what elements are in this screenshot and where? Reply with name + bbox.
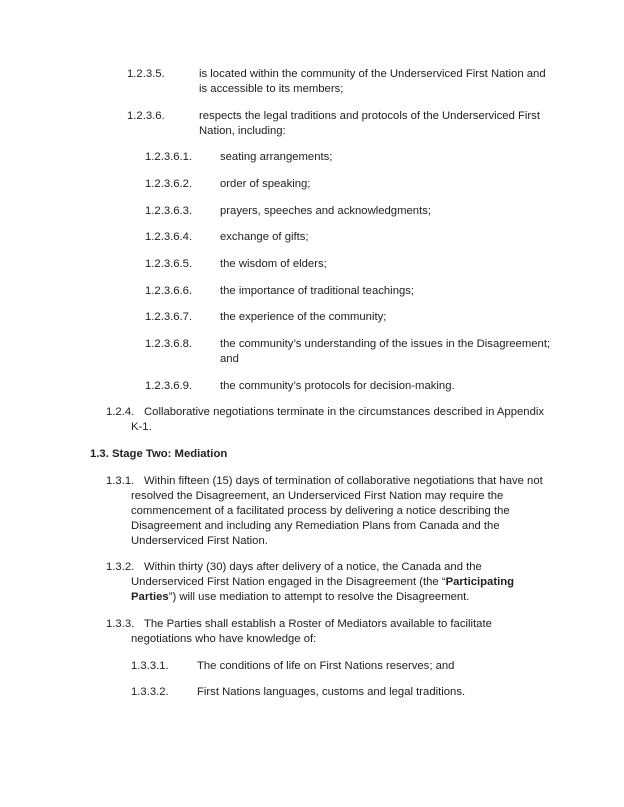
clause-line: Within fifteen (15) days of termination of collaborative negotiations that have not — [144, 474, 543, 487]
clause-line: Within thirty (30) days after delivery of a notice, the Canada and the — [144, 561, 482, 574]
clause-line: respects the legal traditions and protocols of the Underserviced First — [199, 109, 540, 122]
clause-text — [197, 685, 624, 700]
clause-text — [131, 474, 624, 549]
section-heading-stage-two-mediation — [0, 447, 624, 462]
clause-line: Collaborative negotiations terminate in the circumstances described in Appendix — [144, 406, 545, 419]
clause-number: 1.3.3.2. — [131, 686, 169, 699]
clause-line: order of speaking; — [220, 178, 311, 191]
clause-line: The Parties shall establish a Roster of Mediators available to facilitate — [144, 618, 492, 631]
clause-text — [220, 310, 624, 325]
clause-line: the importance of traditional teachings; — [220, 284, 415, 297]
clause-text — [131, 405, 624, 435]
clause-line: The conditions of life on First Nations reserves; and — [197, 659, 455, 672]
clause-1-2-3-6 — [0, 109, 624, 139]
clause-line: is located within the community of the Underserviced First Nation and — [199, 68, 546, 80]
clause-1-2-3-6-7 — [0, 310, 624, 325]
defined-term-parties: Parties — [131, 591, 169, 604]
clause-number: 1.2.3.6.5. — [145, 257, 193, 270]
clause-1-2-3-6-8 — [0, 337, 624, 367]
clause-line — [131, 575, 624, 590]
clause-line: Underserviced First Nation. — [131, 534, 268, 547]
document-content — [0, 67, 624, 712]
defined-term-participating: Participating — [445, 576, 515, 589]
clause-text — [220, 379, 624, 394]
clause-line: prayers, speeches and acknowledgments; — [220, 204, 431, 217]
section-heading-text: 1.3. Stage Two: Mediation — [90, 447, 228, 460]
clause-text — [220, 150, 624, 165]
clause-number: 1.2.3.6.9. — [145, 379, 193, 392]
clause-text — [199, 109, 624, 139]
clause-number: 1.2.3.6.3. — [145, 204, 193, 217]
clause-text — [220, 204, 624, 219]
clause-1-2-4 — [0, 405, 624, 435]
clause-number: 1.3.3.1. — [131, 659, 169, 672]
clause-1-2-3-6-2 — [0, 177, 624, 192]
clause-line: is accessible to its members; — [199, 83, 344, 96]
clause-line: the experience of the community; — [220, 311, 387, 324]
clause-number: 1.3.2. — [106, 561, 135, 574]
clause-1-3-3-1 — [0, 659, 624, 674]
clause-1-2-3-6-4 — [0, 230, 624, 245]
clause-number: 1.2.3.6.7. — [145, 311, 193, 324]
clause-number: 1.2.3.5. — [127, 68, 165, 80]
clause-number: 1.2.3.6.1. — [145, 151, 193, 164]
clause-text — [131, 617, 624, 647]
clause-1-2-3-5 — [0, 67, 624, 97]
clause-number: 1.3.1. — [106, 474, 135, 487]
clause-1-2-3-6-6 — [0, 284, 624, 299]
clause-number: 1.2.4. — [106, 406, 135, 419]
clause-line: the community’s understanding of the issues in the Disagreement; — [220, 337, 551, 350]
clause-line: Disagreement and including any Remediation Plans from Canada and the — [131, 519, 500, 532]
clause-text — [131, 560, 624, 605]
clause-1-3-1 — [0, 474, 624, 549]
clause-line-segment: Underserviced First Nation engaged in the Disagreement (the “ — [131, 576, 446, 589]
clause-1-2-3-6-1 — [0, 150, 624, 165]
clause-number: 1.2.3.6.2. — [145, 178, 193, 191]
clause-text — [220, 257, 624, 272]
clause-number: 1.2.3.6. — [127, 109, 165, 122]
clause-1-2-3-6-3 — [0, 204, 624, 219]
clause-line: Nation, including: — [199, 124, 286, 137]
clause-number: 1.2.3.6.4. — [145, 231, 193, 244]
clause-1-3-2 — [0, 560, 624, 605]
clause-line: the wisdom of elders; — [220, 257, 327, 270]
clause-line: the community’s protocols for decision-making. — [220, 379, 455, 392]
clause-line: and — [220, 352, 239, 365]
clause-line: resolved the Disagreement, an Underserviced First Nation may require the — [131, 489, 504, 502]
clause-text — [220, 177, 624, 192]
clause-1-3-3 — [0, 617, 624, 647]
clause-text — [220, 230, 624, 245]
clause-line: First Nations languages, customs and legal traditions. — [197, 686, 466, 699]
clause-number: 1.2.3.6.8. — [145, 337, 193, 350]
clause-1-3-3-2 — [0, 685, 624, 700]
clause-text — [220, 337, 624, 367]
clause-line: commencement of a facilitated process by delivering a notice describing the — [131, 504, 510, 517]
clause-line-segment: ”) will use mediation to attempt to resolve the Disagreement. — [168, 591, 470, 604]
clause-line: negotiations who have knowledge of: — [131, 633, 317, 646]
clause-number: 1.2.3.6.6. — [145, 284, 193, 297]
clause-line: seating arrangements; — [220, 151, 333, 164]
clause-text — [220, 284, 624, 299]
clause-number: 1.3.3. — [106, 618, 135, 631]
clause-1-2-3-6-5 — [0, 257, 624, 272]
clause-line: K-1. — [131, 421, 152, 434]
clause-line: exchange of gifts; — [220, 231, 309, 244]
clause-1-2-3-6-9 — [0, 379, 624, 394]
clause-line — [131, 590, 624, 605]
clause-text — [197, 659, 624, 674]
clause-text — [199, 67, 624, 97]
